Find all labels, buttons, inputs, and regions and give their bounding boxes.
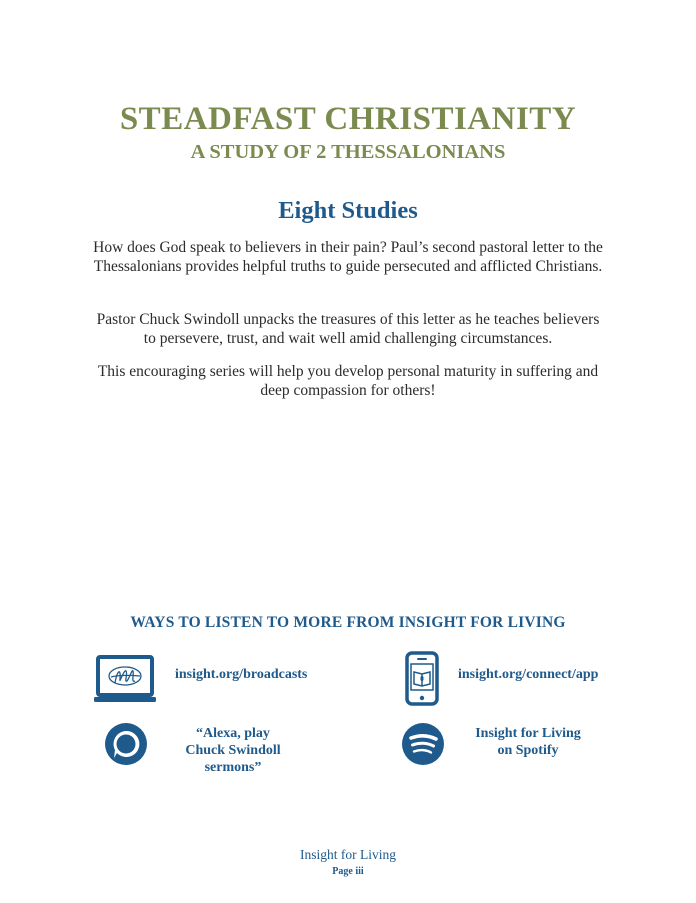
spotify-link[interactable]: [458, 725, 598, 759]
document-title: STEADFAST CHRISTIANITY: [119, 101, 577, 137]
alexa-line-1: “Alexa, play: [196, 726, 270, 741]
broadcasts-link[interactable]: insight.org/broadcasts: [175, 667, 308, 682]
listen-heading: WAYS TO LISTEN TO MORE FROM INSIGHT FOR LIVING: [130, 614, 566, 631]
phone-app-icon: [405, 651, 439, 706]
spotify-line-2: on Spotify: [497, 743, 559, 758]
spotify-line-1: Insight for Living: [475, 726, 581, 741]
footer-org: Insight for Living: [300, 847, 396, 862]
alexa-line-2: Chuck Swindoll sermons”: [185, 743, 281, 775]
alexa-link[interactable]: [158, 725, 308, 776]
spotify-icon: [401, 722, 445, 766]
alexa-icon: [104, 722, 148, 766]
intro-paragraph-2: Pastor Chuck Swindoll unpacks the treasures of this letter as he teaches believers to persevere, trust, and wait well amid challenging circumstances.: [96, 311, 600, 347]
page-number: Page iii: [332, 866, 364, 877]
section-heading: Eight Studies: [278, 197, 418, 224]
intro-paragraph-1: How does God speak to believers in their pain? Paul’s second pastoral letter to the Thessalonians provides helpful truths to guide persecuted and afflicted Christians.: [93, 239, 603, 275]
app-link[interactable]: insight.org/connect/app: [458, 667, 599, 682]
laptop-icon: [93, 655, 157, 705]
document-subtitle: A STUDY OF 2 THESSALONIANS: [190, 141, 506, 163]
intro-paragraph-3: This encouraging series will help you develop personal maturity in suffering and deep compassion for others!: [97, 363, 599, 399]
